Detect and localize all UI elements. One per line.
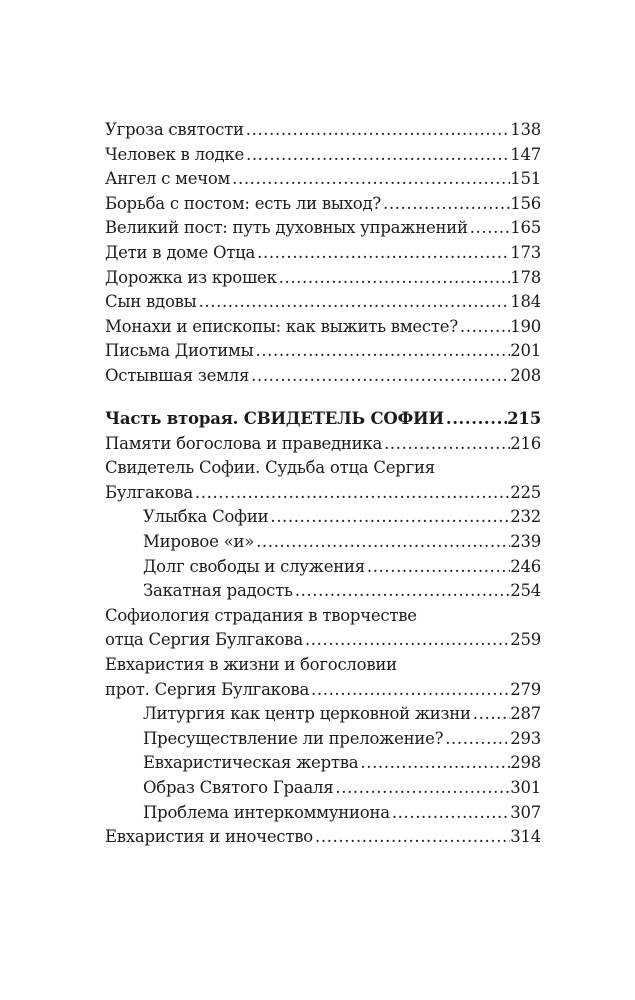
toc-entry-title-line2: Булгакова [105,482,193,502]
toc-part-heading [105,407,541,432]
leader-dots [381,192,510,217]
toc-entry-title: Евхаристия и иночество [105,827,313,847]
toc-entry-title: Борьба с постом: есть ли выход? [105,193,381,213]
toc-entry [105,266,541,291]
toc-subentry-page: 287 [510,704,541,724]
toc-entry [105,118,541,143]
toc-entry [105,339,541,364]
toc-entry-title: Памяти богослова и праведника [105,433,383,453]
toc-entry-title: Ангел с мечом [105,169,231,189]
toc-entry [105,364,541,389]
toc-entry-title-line1: Евхаристия в жизни и богословии [105,654,397,674]
toc-subentry-page: 293 [510,728,541,748]
toc-entry [105,192,541,217]
leader-dots [365,555,510,580]
leader-dots [358,751,510,776]
leader-dots [443,727,510,752]
toc-subentry [105,801,541,826]
toc-subentry-page: 307 [510,802,541,822]
toc-entry [105,432,541,457]
leader-dots [382,432,510,457]
toc-entry [105,167,541,192]
toc-subentry-page: 239 [510,532,541,551]
leader-dots [244,143,510,168]
toc-entry-page: 178 [510,267,541,287]
toc-subentry-title: Евхаристическая жертва [143,753,359,773]
section-gap [105,389,541,408]
leader-dots [313,825,510,850]
toc-subentry [105,579,541,604]
toc-entry-page: 225 [510,482,541,502]
toc-entry-title: Остывшая земля [105,365,250,385]
toc-subentry-page: 232 [510,507,541,527]
toc-entry-page: 279 [510,679,541,699]
leader-dots [444,407,507,432]
toc-subentry-title: Проблема интеркоммуниона [143,802,390,822]
toc-part-title: Часть вторая. СВИДЕТЕЛЬ СОФИИ [105,409,444,429]
toc-entry-title: Сын вдовы [105,292,197,312]
toc-subentry [105,555,541,580]
toc-subentry-page: 301 [510,777,541,797]
toc-entry-title: Дорожка из крошек [105,267,277,287]
toc-entry-page: 190 [510,316,541,336]
toc-entry-title-line1: Свидетель Софии. Судьба отца Сергия [105,458,435,478]
toc-entry-page: 201 [510,341,541,361]
toc-entry-page: 314 [510,827,541,847]
toc-entry-title: Письма Диотимы [105,341,254,361]
leader-dots [293,579,511,604]
toc-entry-page: 138 [510,120,541,139]
toc-subentry-page: 298 [510,753,541,773]
leader-dots [309,678,510,703]
toc-entry-title-line2: отца Сергия Булгакова [105,630,303,650]
leader-dots [333,776,510,801]
toc-entry [105,481,541,506]
toc-subentry-title: Долг свободы и служения [143,556,365,576]
toc-entry-page: 147 [510,144,541,164]
leader-dots [244,118,510,143]
toc-subentry-title: Пресуществление ли преложение? [143,728,444,748]
toc-entry-page: 151 [510,169,541,189]
toc-entry-page: 208 [510,365,541,385]
toc-subentry [105,776,541,801]
toc-entry [105,216,541,241]
toc-subentry-title: Образ Святого Грааля [143,777,334,797]
toc-entry-page: 165 [510,218,541,238]
leader-dots [471,702,510,727]
toc-entry-page: 184 [510,292,541,312]
toc-entry [105,825,541,850]
toc-entry [105,143,541,168]
toc-subentry [105,702,541,727]
toc-entry-title-line1: Софиология страдания в творчестве [105,605,417,625]
toc-subentry-title: Улыбка Софии [143,507,269,527]
toc-entry [105,241,541,266]
toc-subentry [105,727,541,752]
leader-dots [253,339,510,364]
toc-entry-page: 259 [510,630,541,650]
toc-entry-title: Великий пост: путь духовных упражнений [105,218,468,238]
toc-subentry-title: Закатная радость [143,581,293,601]
toc-subentry [105,505,541,530]
table-of-contents [105,118,541,850]
toc-entry-page: 216 [510,433,541,453]
toc-entry-page: 173 [510,242,541,262]
toc-subentry-title: Мировое «и» [143,532,255,551]
toc-subentry-page: 246 [510,556,541,576]
leader-dots [277,266,511,291]
toc-entry [105,315,541,340]
toc-subentry-page: 254 [510,581,541,601]
toc-entry-title-line2: прот. Сергия Булгакова [105,679,310,699]
leader-dots [249,364,510,389]
toc-part-page: 215 [507,409,541,429]
toc-subentry [105,530,541,555]
toc-entry-title: Дети в доме Отца [105,242,256,262]
leader-dots [390,801,510,826]
leader-dots [230,167,510,192]
leader-dots [303,628,510,653]
leader-dots [197,290,511,315]
leader-dots [458,315,510,340]
toc-entry [105,678,541,703]
toc-subentry [105,751,541,776]
toc-subentry-title: Литургия как центр церковной жизни [143,704,471,724]
toc-entry [105,290,541,315]
leader-dots [193,481,510,506]
toc-entry [105,628,541,653]
leader-dots [254,530,510,555]
toc-entry-title: Монахи и епископы: как выжить вместе? [105,316,458,336]
leader-dots [268,505,510,530]
leader-dots [255,241,510,266]
toc-entry-title: Человек в лодке [105,144,244,164]
leader-dots [468,216,511,241]
toc-entry-title: Угроза святости [105,120,244,139]
toc-entry-page: 156 [510,193,541,213]
